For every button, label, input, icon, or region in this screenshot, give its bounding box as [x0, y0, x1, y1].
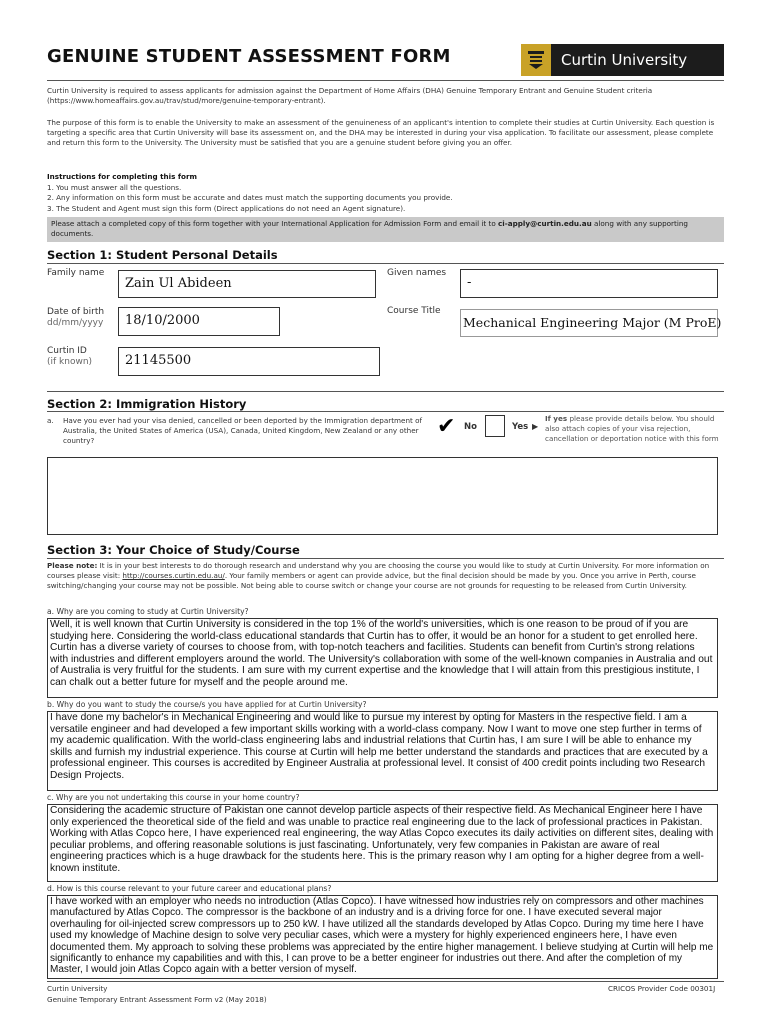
yes-hint-bold: If yes [545, 414, 568, 423]
dob-label: Date of birth [47, 307, 105, 317]
family-name-label: Family name [47, 268, 105, 278]
logo-text: Curtin University [561, 51, 688, 69]
section-3-note-b: . Your family members or agent can provide advice, but the final decision should be made by you. Once you arrive in Perth, course switching/changing your course may not be possible. Not being able to course switch or change your course are not grounds for requesting to be released from Curtin University. [47, 571, 696, 590]
arrow-right-icon: ▶ [532, 422, 539, 431]
visa-details-textarea[interactable] [47, 457, 718, 535]
header-divider [47, 80, 724, 81]
section-2-heading: Section 2: Immigration History [47, 397, 247, 411]
intro-paragraph-2: The purpose of this form is to enable the University to make an assessment of the genuineness of an applicant's intention to complete their studies at Curtin University. Each question is targeting a specific area that Curtin University will base its assessment on, and the DHA may be interested in during your visa application. To facilitate our assessment, please complete and return this form to the University. The University must be satisfied that you are a genuine student before giving you an offer. [47, 118, 715, 147]
attach-note-suffix: along with any supporting documents. [51, 219, 688, 238]
form-title: GENUINE STUDENT ASSESSMENT FORM [47, 46, 451, 67]
crest-icon [521, 44, 551, 76]
footer-form-name: Genuine Temporary Entrant Assessment Form v2 (May 2018) [47, 995, 267, 1004]
apply-email[interactable]: ci-apply@curtin.edu.au [498, 219, 592, 228]
question-d-label: d. How is this course relevant to your future career and educational plans? [47, 884, 332, 893]
yes-label: Yes [512, 422, 529, 432]
dob-field[interactable]: 18/10/2000 [118, 307, 280, 336]
yes-checkbox[interactable] [485, 415, 505, 437]
course-title-field[interactable]: Mechanical Engineering Major (M ProE) [460, 309, 718, 337]
instruction-2: 2. Any information on this form must be accurate and dates must match the supporting documents you provide. [47, 193, 453, 202]
section-3-note-bold: Please note: [47, 561, 98, 570]
question-a-label: a. Why are you coming to study at Curtin University? [47, 607, 249, 616]
yes-hint-text: please provide details below. You should also attach copies of your visa rejection, cancellation or deportation notice with this form [545, 414, 719, 443]
course-title-label: Course Title [387, 306, 441, 316]
question-c-label: c. Why are you not undertaking this course in your home country? [47, 793, 300, 802]
yes-hint [545, 414, 725, 444]
attach-note-prefix: Please attach a completed copy of this form together with your International Application for Admission Form and email it to [51, 219, 499, 228]
courses-link[interactable]: http://courses.curtin.edu.au/ [122, 571, 225, 580]
section-3-divider [47, 558, 724, 559]
answer-d-field[interactable]: I have worked with an employer who needs no introduction (Atlas Copco). I have witnessed how industries rely on compressors and other machines manufactured by Atlas Copco. The compressor is the backbone of an industry and is a driving force for one. I have executed several major overhauling for oil-injected screw compressors up to 250 kW. I have utilized all the standards developed by Atlas Copco. During my time here I have used my knowledge of Machine design to solve very peculiar cases, which were a mystery for highly experienced engineers here, I have even documented them. My approach to solving these problems was appreciated by the entire higher management. I believe studying at Curtin will help me significantly to enhance my capabilities and with this, I can prove to be a better engineer for industries out there. And after the completion of my Master, I would join Atlas Copco again with a better version of myself. [47, 895, 718, 979]
footer-cricos: CRICOS Provider Code 00301J [608, 984, 716, 993]
footer-org: Curtin University [47, 984, 108, 993]
section-1-heading: Section 1: Student Personal Details [47, 248, 278, 262]
intro-paragraph-1: Curtin University is required to assess applicants for admission against the Department of Home Affairs (DHA) Genuine Temporary Entrant and Genuine Student criteria (https://www.homeaffairs.gov.au/trav/stud/more/genuine-temporary-entrant). [47, 86, 653, 105]
given-names-field[interactable]: - [460, 269, 718, 298]
question-b-label: b. Why do you want to study the course/s you have applied for at Curtin University? [47, 700, 367, 709]
answer-c-field[interactable]: Considering the academic structure of Pakistan one cannot develop particle aspects of their respective field. As Mechanical Engineer here I have only experienced the theoretical side of the field and was unable to practice real engineering due to the lack of professional practices in Pakistan. Working with Atlas Copco here, I have experienced real engineering, the way Atlas Copco executes its daily activities on different sites, dealing with peculiar problems, and offering reasonable solutions is just fascinating. Unfortunately, very few companies in Pakistan are aware of real engineering practices which is a huge drawback for the students here. This is the primary reason why I am opting for a higher degree from a well-known institute. [47, 804, 718, 882]
curtin-logo [521, 44, 724, 76]
section-3-note [47, 561, 724, 591]
answer-a-field[interactable]: Well, it is well known that Curtin University is considered in the top 1% of the world's universities, which is one reason to be proud of if you are studying here. Considering the world-class educational standards that Curtin has to offer, it would be an honor for a student to get enrolled here. Curtin has a diverse variety of courses to choose from, with top-notch teachers and facilities. Students can benefit from Curtin's strong relations with industries and different employers around the world. The University's collaboration with some of the well-known companies in Australia and out of Australia is very fruitful for the students. I am sure with my current expertise and the knowledge that I will attain from this prestigious institute, I can chalk out a better future for myself and the people around me. [47, 618, 718, 698]
section-2-top-divider [47, 391, 724, 392]
instructions-heading: Instructions for completing this form [47, 172, 198, 181]
immigration-question: Have you ever had your visa denied, cancelled or been deported by the Immigration department of Australia, the United States of America (USA), Canada, United Kingdom, New Zealand or any other country? [63, 416, 423, 445]
section-2-divider [47, 411, 724, 412]
curtin-id-hint: (if known) [47, 357, 93, 367]
no-checkbox[interactable] [437, 416, 457, 438]
check-mark-icon: ✔ [437, 414, 456, 439]
no-label: No [464, 422, 477, 432]
attach-note [47, 217, 724, 242]
dob-format-hint: dd/mm/yyyy [47, 318, 104, 328]
section-2-q-letter: a. [47, 416, 54, 425]
family-name-field[interactable]: Zain Ul Abideen [118, 270, 376, 298]
answer-b-field[interactable]: I have done my bachelor's in Mechanical Engineering and would like to pursue my interest by opting for Masters in the respective field. I am a versatile engineer and had developed a few important skills working with a world-class company. Now I want to move one step further in terms of my academic qualification. With the world-class engineering labs and industrial relations that Curtin has, I am sure I will be able to enhance my skills and furnish my industrial experience. This course at Curtin will help me better understand the standards and practices that are executed by a professional engineer. This courses is accredited by Engineer Australia at professional level. It consist of 400 credit points including two Research Design Projects. [47, 711, 718, 791]
section-1-divider [47, 263, 724, 264]
curtin-id-label: Curtin ID [47, 346, 87, 356]
given-names-label: Given names [387, 268, 447, 278]
instruction-1: 1. You must answer all the questions. [47, 183, 182, 192]
instruction-3: 3. The Student and Agent must sign this form (Direct applications do not need an Agent signature). [47, 204, 406, 213]
section-3-heading: Section 3: Your Choice of Study/Course [47, 543, 300, 557]
footer-divider [47, 981, 724, 982]
curtin-id-field[interactable]: 21145500 [118, 347, 380, 376]
section-3-note-a: It is in your best interests to do thorough research and understand why you are choosing the course you would like to study at Curtin University. For more information on courses please visit: [47, 561, 710, 580]
